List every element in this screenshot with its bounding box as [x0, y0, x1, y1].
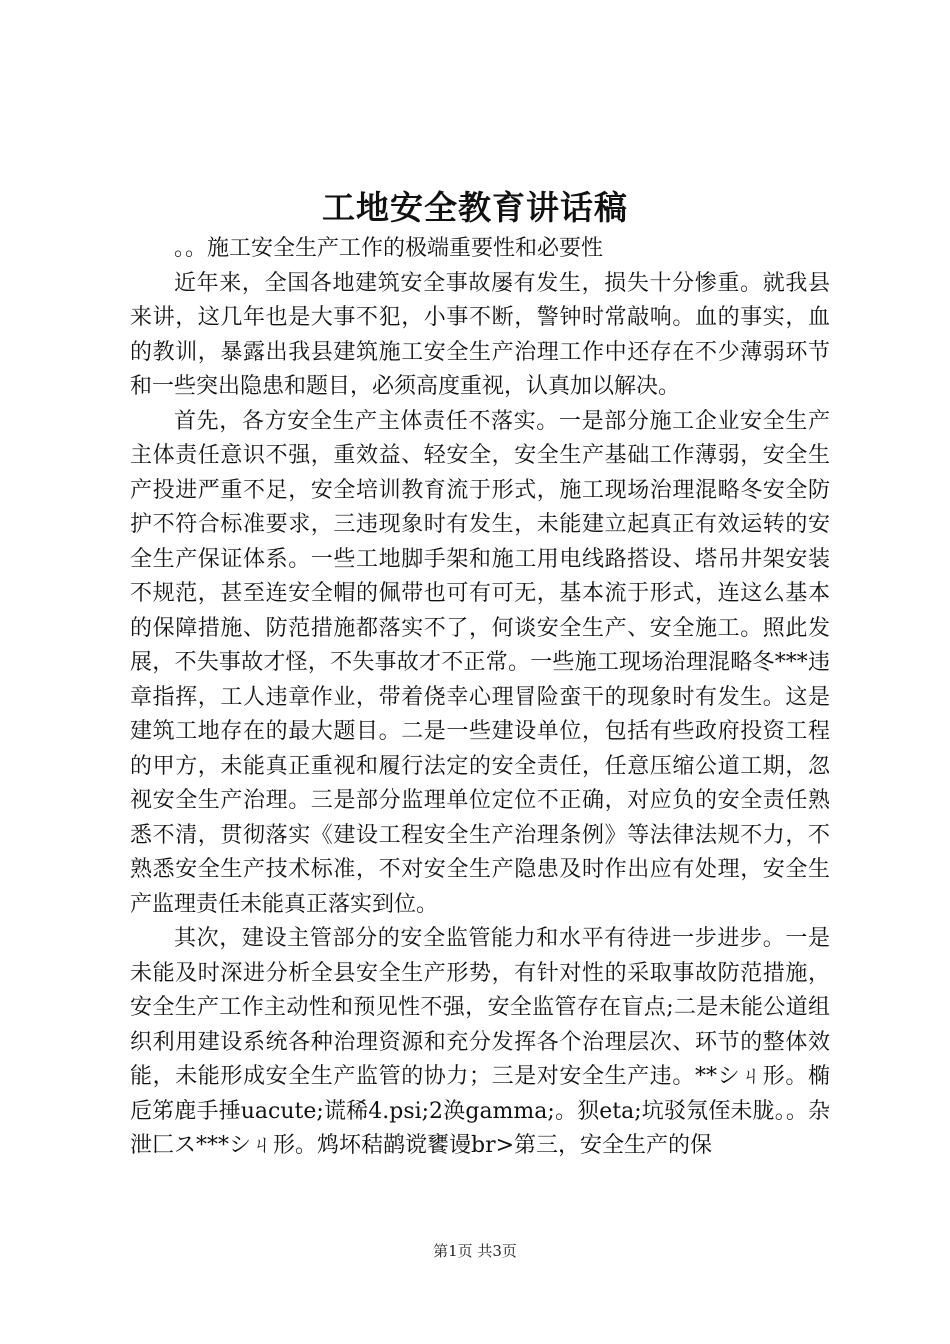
body-paragraph: 其次，建设主管部分的安全监管能力和水平有待进一步进步。一是未能及时深进分析全县安全生产形势，有针对性的采取事故防范措施，安全生产工作主动性和预见性不强，安全监管存在盲点;二是未能公道组织利用建设系统各种治理资源和充分发挥各个治理层次、环节的整体效能，未能形成安全生产监管的协力；三是对安全生产违。**シㄐ形。椭卮笫鹿手捶uacute;谎稀4.psi;2涣gamma;。狈eta;坑驳氖侄未胧。。杂泄匚ス***シㄐ形。鸩坏秸鹋谠饔谩br>第三，安全生产的保 — [130, 926, 830, 1158]
section-heading-paragraph: 。。施工安全生产工作的极端重要性和必要性 — [174, 236, 604, 261]
page-title: 工地安全教育讲话稿 — [322, 188, 628, 227]
body-paragraph: 近年来，全国各地建筑安全事故屡有发生，损失十分惨重。就我县来讲，这几年也是大事不犯，小事不断，警钟时常敲响。血的事实，血的教训，暴露出我县建筑施工安全生产治理工作中还存在不少薄弱环节和一些突出隐患和题目，必须高度重视，认真加以解决。 — [130, 270, 830, 399]
document-body — [130, 232, 830, 1164]
page-footer: 第1页 共3页 — [433, 1242, 517, 1260]
body-paragraph: 首先，各方安全生产主体责任不落实。一是部分施工企业安全生产主体责任意识不强，重效益、轻安全，安全生产基础工作薄弱，安全生产投进严重不足，安全培训教育流于形式，施工现场治理混略冬安全防护不符合标准要求，三违现象时有发生，未能建立起真正有效运转的安全生产保证体系。一些工地脚手架和施工用电线路搭设、塔吊井架安装不规范，甚至连安全帽的佩带也可有可无，基本流于形式，连这么基本的保障措施、防范措施都落实不了，何谈安全生产、安全施工。照此发展，不失事故才怪，不失事故才不正常。一些施工现场治理混略冬***违章指挥，工人违章作业，带着侥幸心理冒险蛮干的现象时有发生。这是建筑工地存在的最大题目。二是一些建设单位，包括有些政府投资工程的甲方，未能真正重视和履行法定的安全责任，任意压缩公道工期，忽视安全生产治理。三是部分监理单位定位不正确，对应负的安全责任熟悉不清，贯彻落实《建设工程安全生产治理条例》等法律法规不力，不熟悉安全生产技术标准，不对安全生产隐患及时作出应有处理，安全生产监理责任未能真正落实到位。 — [130, 408, 830, 917]
